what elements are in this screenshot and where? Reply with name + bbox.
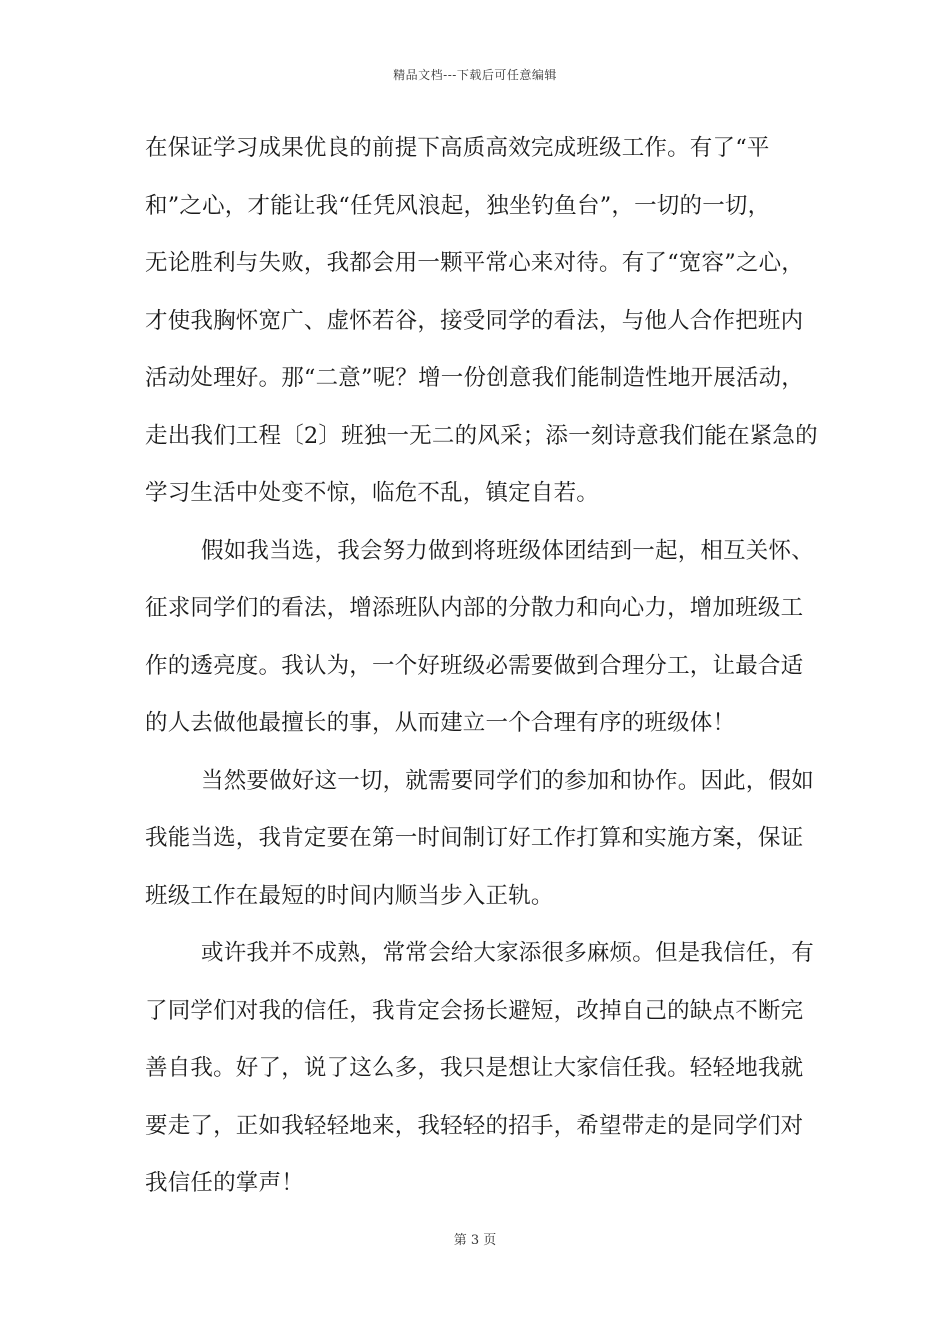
- text-line: 善自我。好了，说了这么多，我只是想让大家信任我。轻轻地我就: [145, 1055, 804, 1081]
- text-line: 无论胜利与失败，我都会用一颗平常心来对待。有了“宽容”之心，: [145, 250, 805, 276]
- text-line: 活动处理好。那“二意”呢？增一份创意我们能制造性地开展活动，: [145, 365, 805, 391]
- text-line: 要走了，正如我轻轻地来，我轻轻的招手，希望带走的是同学们对: [145, 1112, 804, 1139]
- text-line: 班级工作在最短的时间内顺当步入正轨。: [145, 882, 554, 909]
- text-line: 学习生活中处变不惊，临危不乱，镇定自若。: [145, 480, 600, 506]
- document-body: [145, 120, 825, 1213]
- page-header: 精品文档---下载后可任意编辑: [393, 68, 557, 82]
- text-line: 了同学们对我的信任，我肯定会扬长避短，改掉自己的缺点不断完: [145, 997, 804, 1024]
- text-line: 才使我胸怀宽广、虚怀若谷，接受同学的看法，与他人合作把班内: [145, 307, 804, 334]
- text-line: 走出我们工程〔2〕班独一无二的风采；添一刻诗意我们能在紧急的: [145, 422, 818, 449]
- text-line: 征求同学们的看法，增添班队内部的分散力和向心力，增加班级工: [145, 595, 804, 621]
- text-line: 和”之心，才能让我“任凭风浪起，独坐钓鱼台”，一切的一切，: [145, 192, 771, 219]
- paragraph-start-line: 假如我当选，我会努力做到将班级体团结到一起，相互关怀、: [201, 537, 814, 564]
- paragraph-start-line: 当然要做好这一切，就需要同学们的参加和协作。因此，假如: [201, 767, 814, 794]
- text-line: 的人去做他最擅长的事，从而建立一个合理有序的班级体！: [145, 710, 736, 736]
- text-line: 我能当选，我肯定要在第一时间制订好工作打算和实施方案，保证: [145, 825, 804, 851]
- text-line: 作的透亮度。我认为，一个好班级必需要做到合理分工，让最合适: [145, 652, 804, 679]
- paragraph-start-line: 或许我并不成熟，常常会给大家添很多麻烦。但是我信任，有: [201, 940, 814, 966]
- page-number: 第 3 页: [453, 1233, 497, 1248]
- text-line: 我信任的掌声！: [145, 1170, 304, 1196]
- text-line: 在保证学习成果优良的前提下高质高效完成班级工作。有了“平: [145, 135, 770, 161]
